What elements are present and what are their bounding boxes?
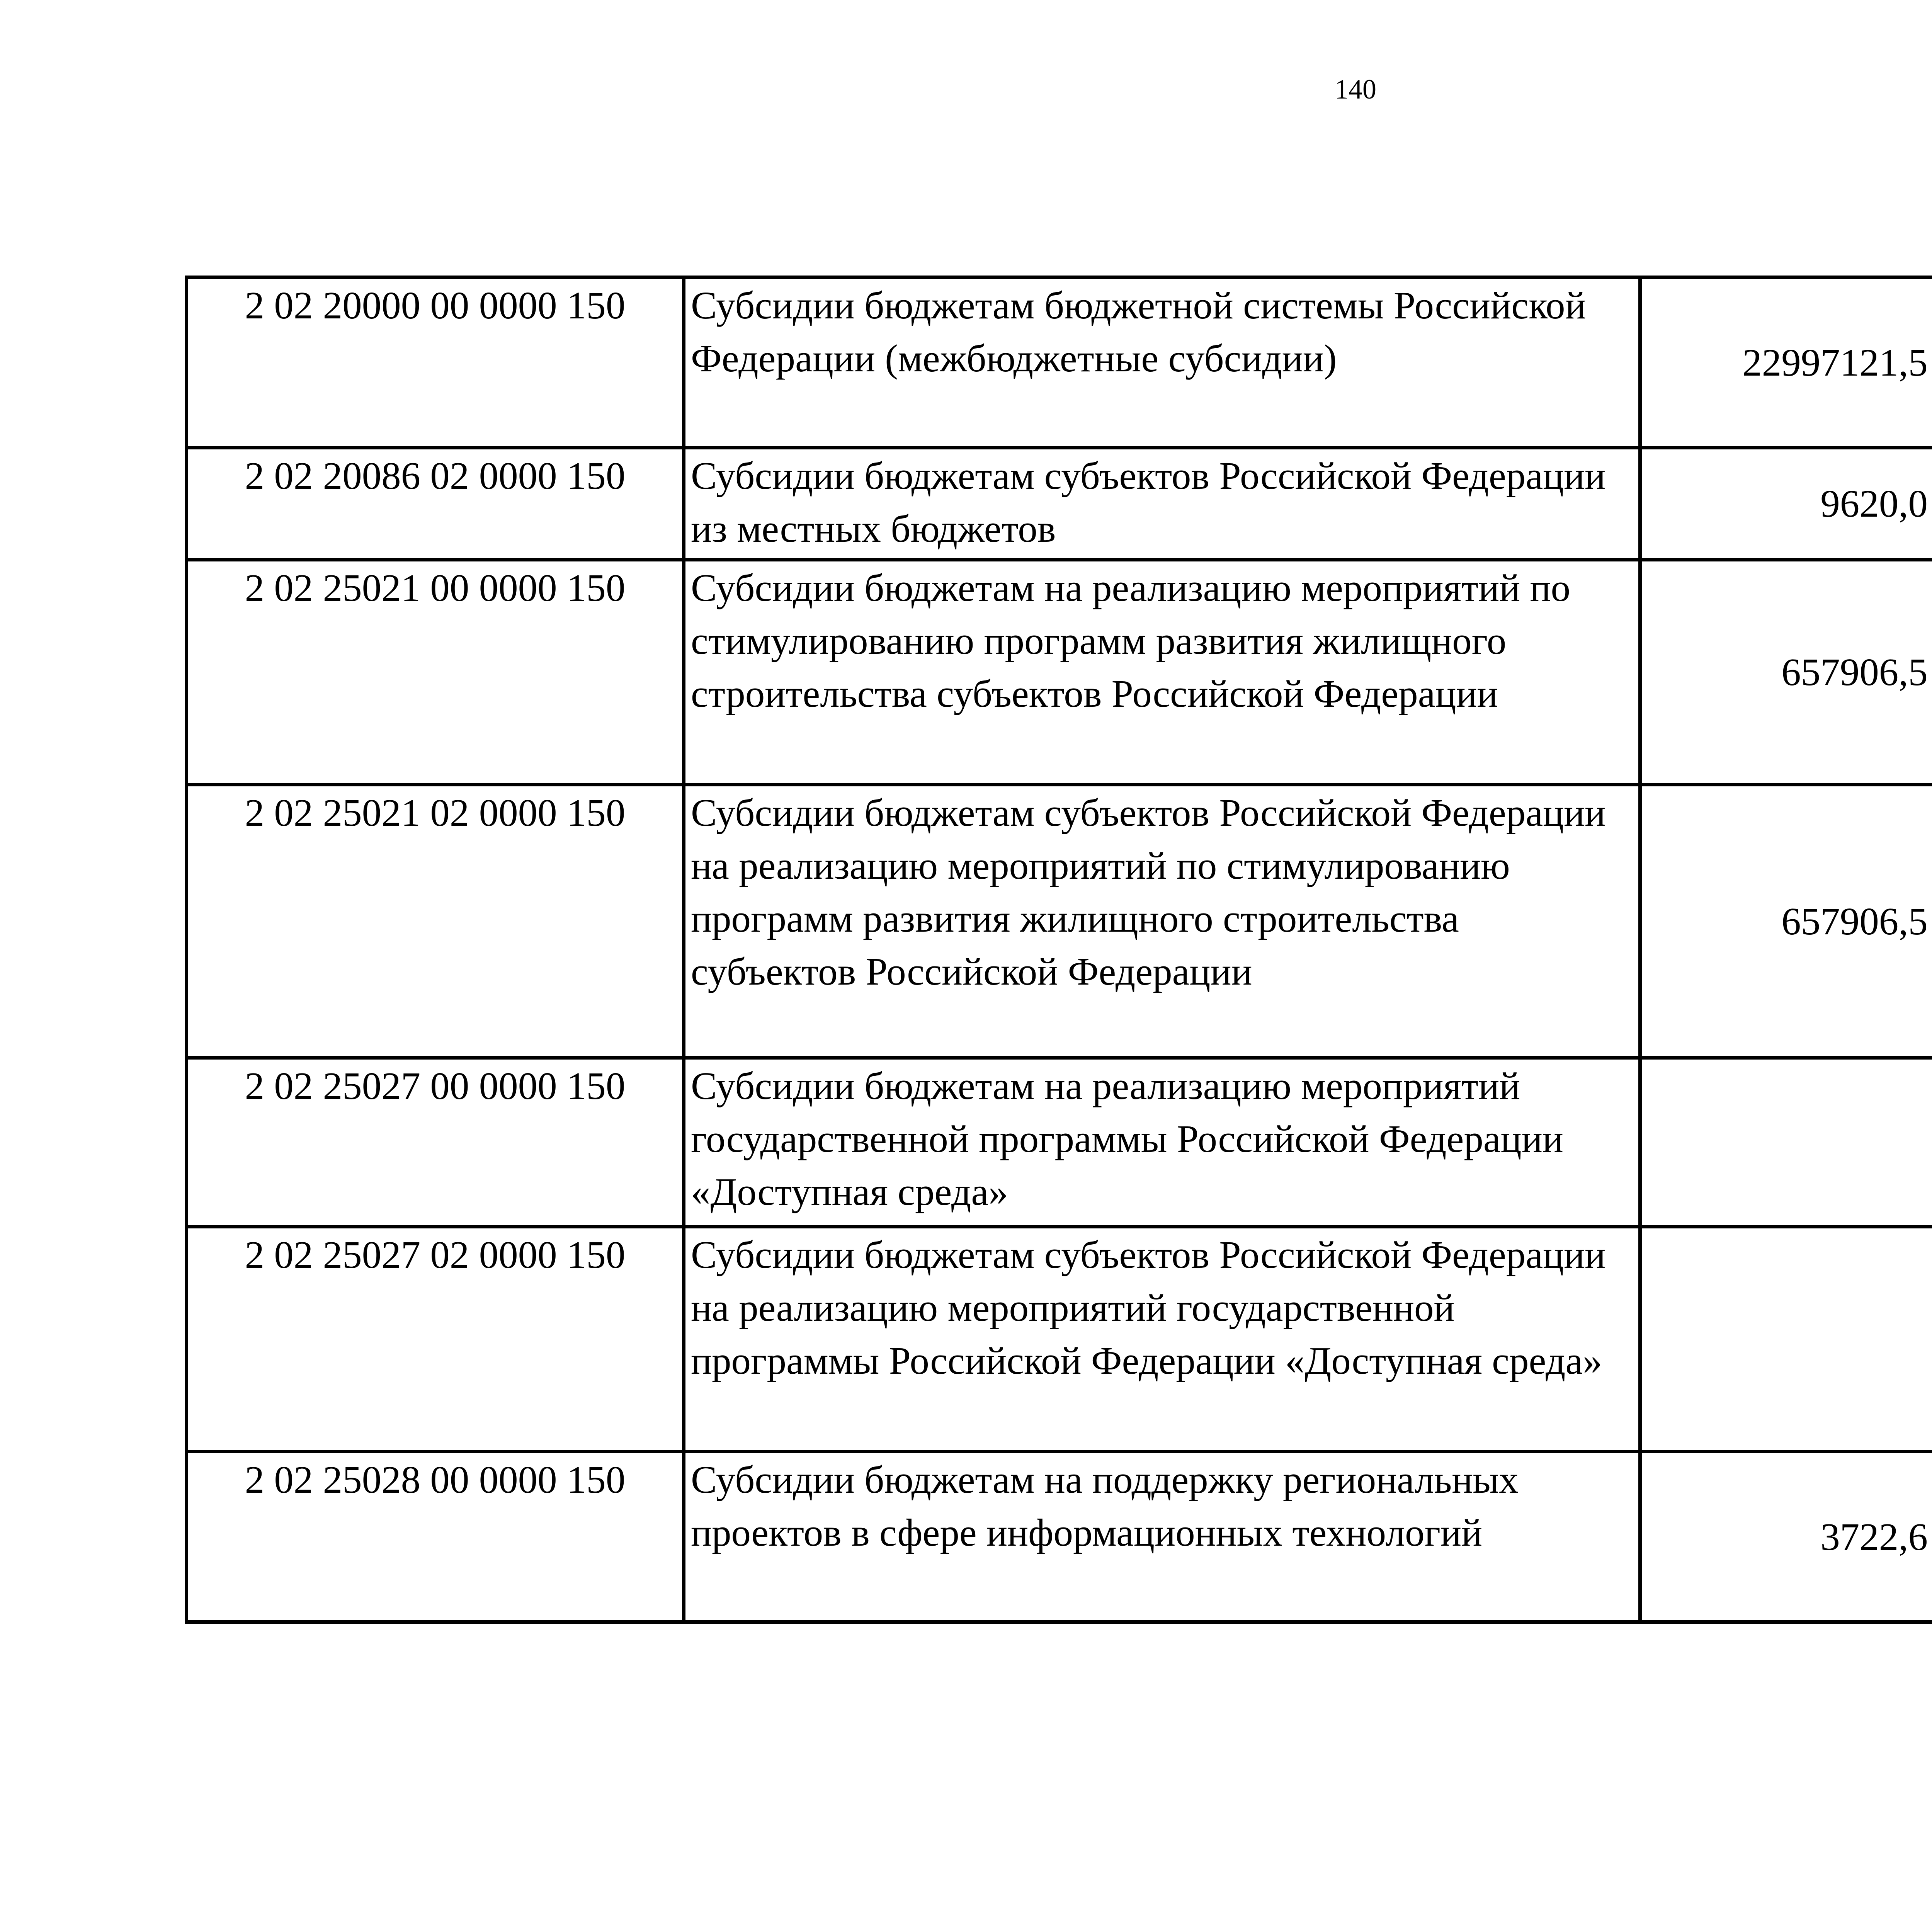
table-row [187,785,1932,1058]
budget-code-cell: 2 02 25028 00 0000 150 [187,1452,684,1622]
budget-code-cell: 2 02 20000 00 0000 150 [187,277,684,448]
value-cell-1: 657906,5 [1640,560,1932,785]
description-cell: Субсидии бюджетам на поддержку региональных проектов в сфере информационных технологий [684,1452,1640,1622]
table-row [187,560,1932,785]
table-row [187,1452,1932,1622]
value-cell-1 [1640,1058,1932,1227]
budget-code-cell: 2 02 25027 00 0000 150 [187,1058,684,1227]
description-cell: Субсидии бюджетам бюджетной системы Российской Федерации (межбюджетные субсидии) [684,277,1640,448]
value-cell-1: 3722,6 [1640,1452,1932,1622]
budget-code-cell: 2 02 25027 02 0000 150 [187,1227,684,1452]
value-cell-1 [1640,1227,1932,1452]
value-cell-1: 657906,5 [1640,785,1932,1058]
budget-code-cell: 2 02 25021 00 0000 150 [187,560,684,785]
table-row [187,448,1932,560]
page-number: 140 [1335,74,1376,105]
description-cell: Субсидии бюджетам субъектов Российской Федерации на реализацию мероприятий государственной программы Российской Федерации «Доступная среда» [684,1227,1640,1452]
table-row [187,1227,1932,1452]
description-cell: Субсидии бюджетам субъектов Российской Федерации на реализацию мероприятий по стимулированию программ развития жилищного строительства субъектов Российской Федерации [684,785,1640,1058]
table-row [187,277,1932,448]
description-cell: Субсидии бюджетам на реализацию мероприятий по стимулированию программ развития жилищного строительства субъектов Российской Федерации [684,560,1640,785]
table-row [187,1058,1932,1227]
value-cell-1: 9620,0 [1640,448,1932,560]
budget-code-cell: 2 02 20086 02 0000 150 [187,448,684,560]
budget-revenue-table [185,276,1932,1624]
description-cell: Субсидии бюджетам субъектов Российской Федерации из местных бюджетов [684,448,1640,560]
description-cell: Субсидии бюджетам на реализацию мероприятий государственной программы Российской Федерации «Доступная среда» [684,1058,1640,1227]
value-cell-1: 22997121,5 [1640,277,1932,448]
budget-code-cell: 2 02 25021 02 0000 150 [187,785,684,1058]
